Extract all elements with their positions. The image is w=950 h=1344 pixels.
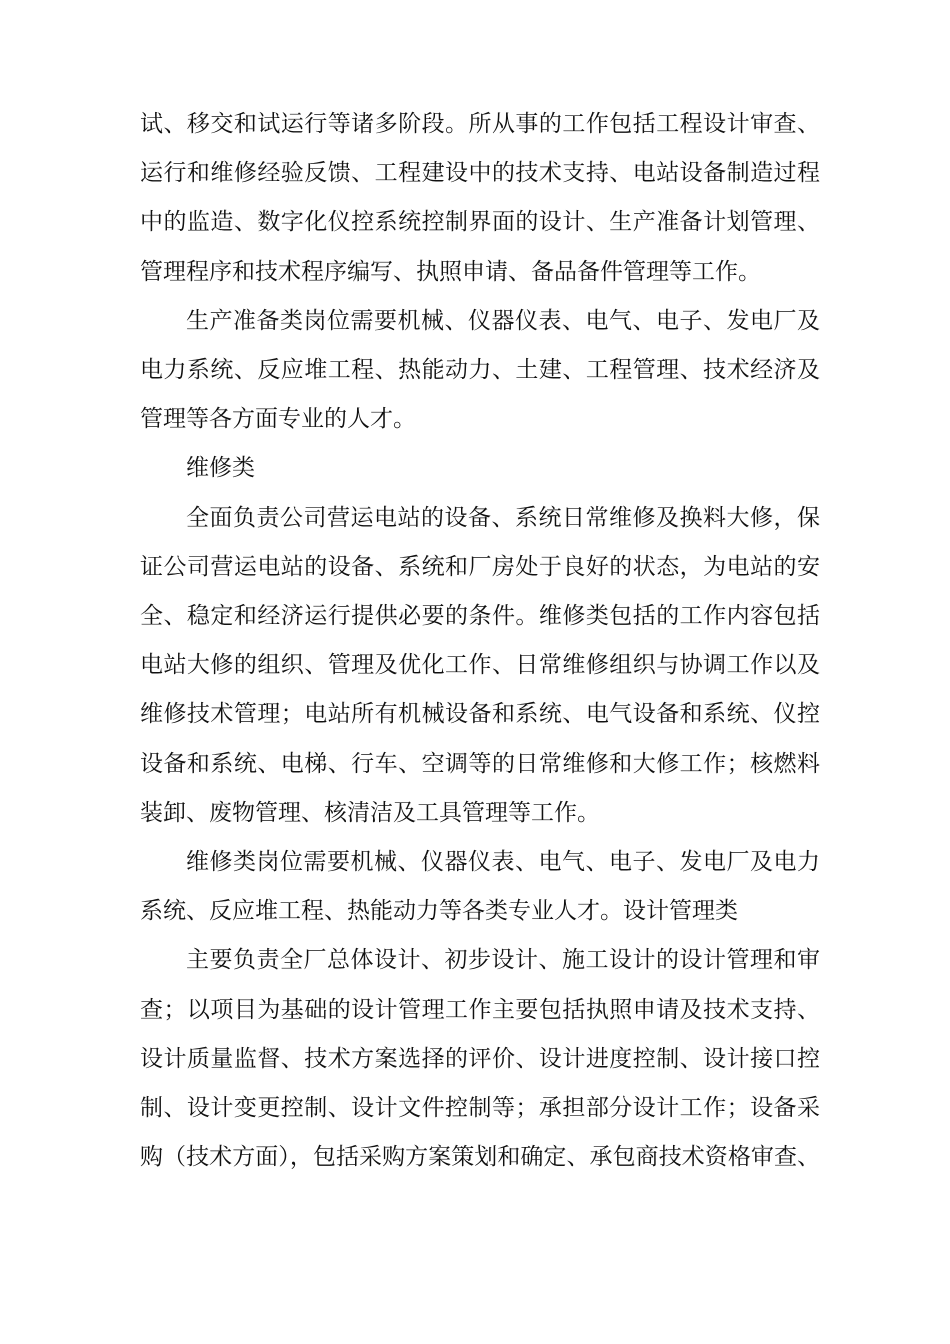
paragraph-maintenance-duties xyxy=(140,494,820,838)
text-line: 生产准备类岗位需要机械、仪器仪表、电气、电子、发电厂及 xyxy=(186,307,820,334)
text-line: 电力系统、反应堆工程、热能动力、土建、工程管理、技术经济及 xyxy=(140,357,820,384)
text-line: 系统、反应堆工程、热能动力等各类专业人才。设计管理类 xyxy=(140,898,738,925)
text-line: 维修技术管理；电站所有机械设备和系统、电气设备和系统、仪控 xyxy=(140,701,820,728)
text-line: 全、稳定和经济运行提供必要的条件。维修类包括的工作内容包括 xyxy=(140,603,820,630)
text-line: 中的监造、数字化仪控系统控制界面的设计、生产准备计划管理、 xyxy=(140,209,820,236)
text-line: 维修类岗位需要机械、仪器仪表、电气、电子、发电厂及电力 xyxy=(186,849,820,876)
text-line: 制、设计变更控制、设计文件控制等；承担部分设计工作；设备采 xyxy=(140,1095,820,1122)
document-body xyxy=(140,100,820,1182)
section-heading-maintenance xyxy=(140,444,820,493)
text-line: 试、移交和试运行等诸多阶段。所从事的工作包括工程设计审查、 xyxy=(140,111,820,137)
paragraph-stages xyxy=(140,100,820,297)
text-line: 电站大修的组织、管理及优化工作、日常维修组织与协调工作以及 xyxy=(140,652,820,679)
paragraph-design-management xyxy=(140,936,820,1182)
paragraph-production-prep-requirements xyxy=(140,297,820,445)
text-line: 购（技术方面），包括采购方案策划和确定、承包商技术资格审查、 xyxy=(140,1144,820,1171)
text-line: 管理程序和技术程序编写、执照申请、备品备件管理等工作。 xyxy=(140,258,761,285)
text-line: 设备和系统、电梯、行车、空调等的日常维修和大修工作；核燃料 xyxy=(140,750,820,777)
text-line: 装卸、废物管理、核清洁及工具管理等工作。 xyxy=(140,799,600,826)
text-line: 运行和维修经验反馈、工程建设中的技术支持、电站设备制造过程 xyxy=(140,160,820,187)
text-line: 全面负责公司营运电站的设备、系统日常维修及换料大修，保 xyxy=(186,504,820,531)
text-line: 管理等各方面专业的人才。 xyxy=(140,406,416,433)
text-line: 查；以项目为基础的设计管理工作主要包括执照申请及技术支持、 xyxy=(140,996,820,1023)
text-line: 设计质量监督、技术方案选择的评价、设计进度控制、设计接口控 xyxy=(140,1045,820,1072)
text-line: 证公司营运电站的设备、系统和厂房处于良好的状态，为电站的安 xyxy=(140,553,820,580)
paragraph-maintenance-requirements xyxy=(140,838,820,936)
text-line: 主要负责全厂总体设计、初步设计、施工设计的设计管理和审 xyxy=(186,947,820,974)
section-heading: 维修类 xyxy=(186,455,255,482)
